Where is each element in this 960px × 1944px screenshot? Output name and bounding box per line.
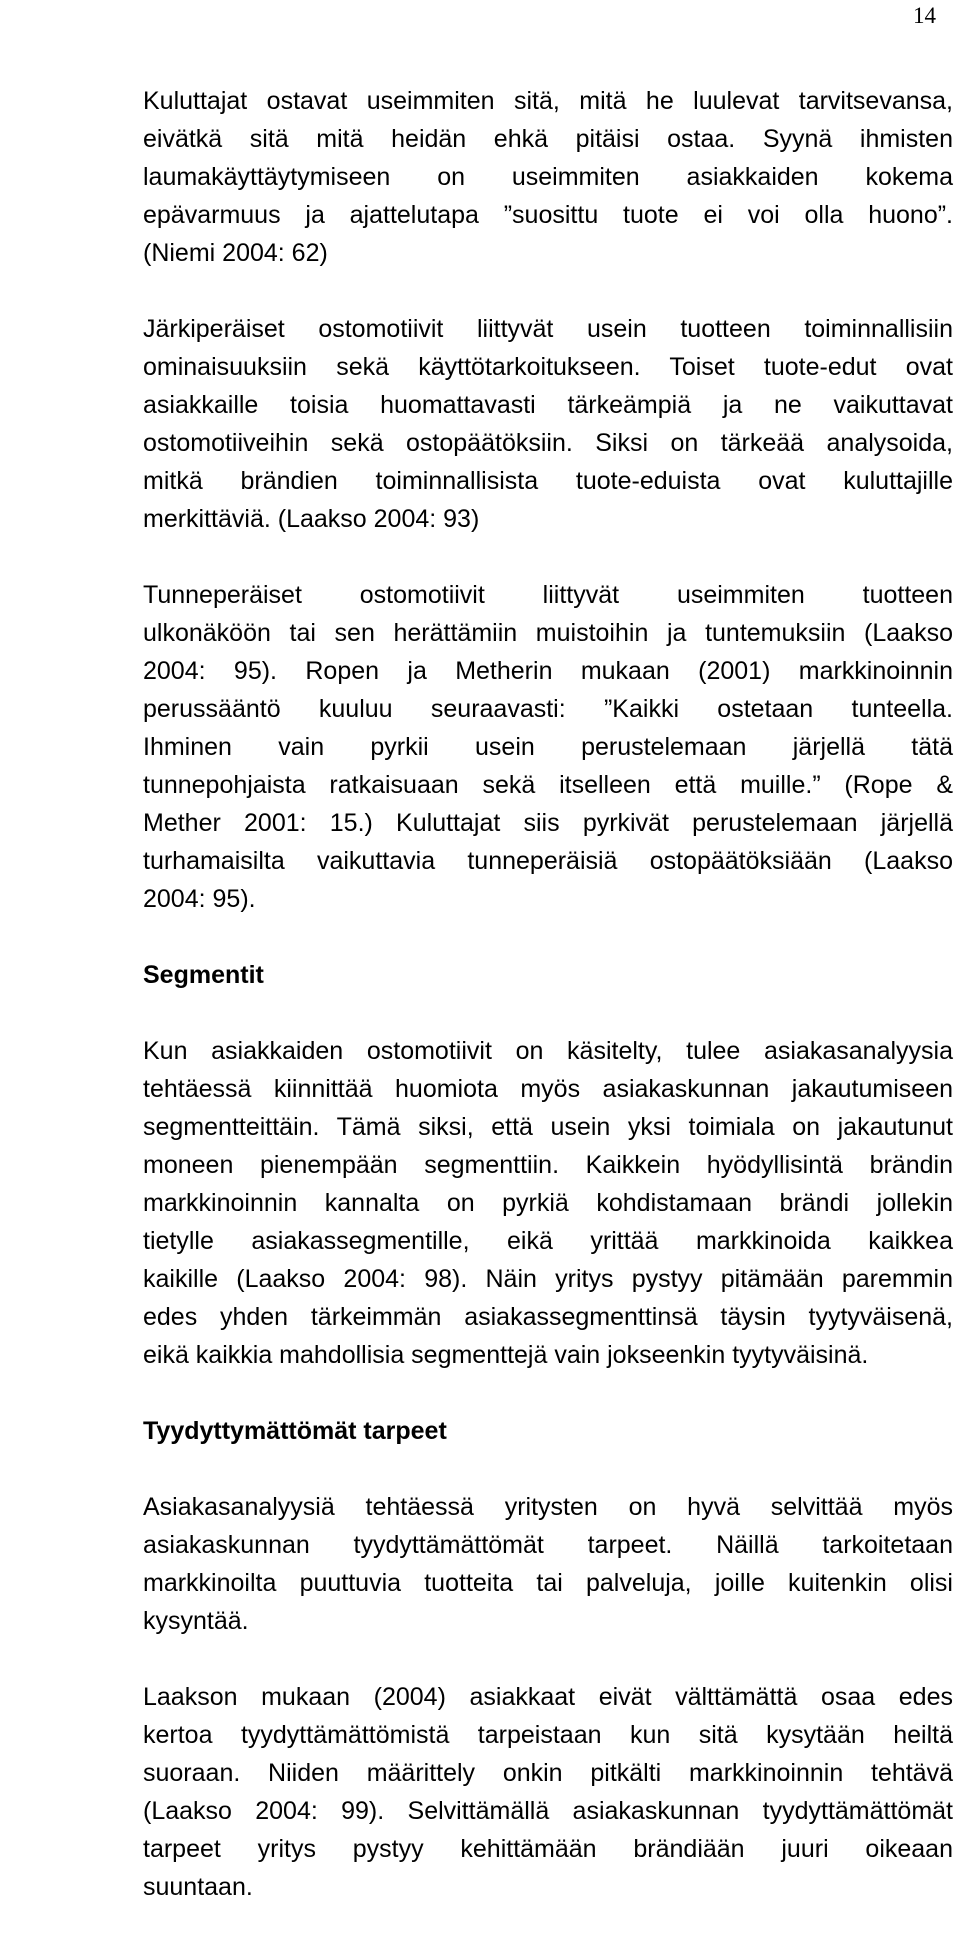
text-line: laumakäyttäytymiseen on useimmiten asiakkaiden kokema: [143, 163, 953, 191]
text-line: suuntaan.: [143, 1873, 253, 1901]
text-line: tehtäessä kiinnittää huomiota myös asiakaskunnan jakautumiseen: [143, 1075, 953, 1103]
document-body: [143, 82, 953, 1944]
text-line: edes yhden tärkeimmän asiakassegmenttinsä täysin tyytyväisenä,: [143, 1303, 953, 1331]
text-line: tietylle asiakassegmentille, eikä yrittää markkinoida kaikkea: [143, 1227, 953, 1255]
text-line: (Laakso 2004: 99). Selvittämällä asiakaskunnan tyydyttämättömät: [143, 1797, 953, 1825]
text-line: ulkonäköön tai sen herättämiin muistoihin ja tuntemuksiin (Laakso: [143, 619, 953, 647]
text-line: epävarmuus ja ajattelutapa ”suosittu tuote ei voi olla huono”.: [143, 201, 953, 229]
text-line: segmentteittäin. Tämä siksi, että usein yksi toimiala on jakautunut: [143, 1113, 953, 1141]
text-line: tarpeet yritys pystyy kehittämään brändiään juuri oikeaan: [143, 1835, 953, 1863]
text-line: perussääntö kuuluu seuraavasti: ”Kaikki ostetaan tunteella.: [143, 695, 953, 723]
text-line: 2004: 95).: [143, 885, 256, 913]
text-line: Kuluttajat ostavat useimmiten sitä, mitä he luulevat tarvitsevansa,: [143, 87, 953, 115]
paragraph: [143, 576, 953, 918]
section-heading: Tyydyttymättömät tarpeet: [143, 1417, 447, 1445]
text-line: Kun asiakkaiden ostomotiivit on käsitelty, tulee asiakasanalyysia: [143, 1037, 953, 1065]
text-line: Laakson mukaan (2004) asiakkaat eivät välttämättä osaa edes: [143, 1683, 953, 1711]
text-line: ostomotiiveihin sekä ostopäätöksiin. Siksi on tärkeää analysoida,: [143, 429, 953, 457]
text-line: eikä kaikkia mahdollisia segmenttejä vain jokseenkin tyytyväisinä.: [143, 1341, 869, 1369]
paragraph: [143, 310, 953, 538]
text-line: markkinoinnin kannalta on pyrkiä kohdistamaan brändi jollekin: [143, 1189, 953, 1217]
text-line: asiakkaille toisia huomattavasti tärkeämpiä ja ne vaikuttavat: [143, 391, 953, 419]
section-heading: Segmentit: [143, 961, 264, 989]
paragraph: [143, 1032, 953, 1374]
text-line: kertoa tyydyttämättömistä tarpeistaan kun sitä kysytään heiltä: [143, 1721, 953, 1749]
paragraph: [143, 1488, 953, 1640]
text-line: ominaisuuksiin sekä käyttötarkoitukseen. Toiset tuote-edut ovat: [143, 353, 953, 381]
text-line: moneen pienempään segmenttiin. Kaikkein hyödyllisintä brändin: [143, 1151, 953, 1179]
text-line: markkinoilta puuttuvia tuotteita tai palveluja, joille kuitenkin olisi: [143, 1569, 953, 1597]
text-line: turhamaisilta vaikuttavia tunneperäisiä ostopäätöksiään (Laakso: [143, 847, 953, 875]
page-number: 14: [913, 3, 936, 28]
text-line: tunnepohjaista ratkaisuaan sekä itselleen että muille.” (Rope &: [143, 771, 953, 799]
text-line: (Niemi 2004: 62): [143, 239, 328, 267]
text-line: asiakaskunnan tyydyttämättömät tarpeet. Näillä tarkoitetaan: [143, 1531, 953, 1559]
text-line: 2004: 95). Ropen ja Metherin mukaan (2001) markkinoinnin: [143, 657, 953, 685]
text-line: suoraan. Niiden määrittely onkin pitkälti markkinoinnin tehtävä: [143, 1759, 953, 1787]
paragraph: [143, 1678, 953, 1906]
text-line: Ihminen vain pyrkii usein perustelemaan järjellä tätä: [143, 733, 953, 761]
paragraph: [143, 82, 953, 272]
text-line: Mether 2001: 15.) Kuluttajat siis pyrkivät perustelemaan järjellä: [143, 809, 953, 837]
text-line: Järkiperäiset ostomotiivit liittyvät usein tuotteen toiminnallisiin: [143, 315, 953, 343]
text-line: Asiakasanalyysiä tehtäessä yritysten on hyvä selvittää myös: [143, 1493, 953, 1521]
text-line: Tunneperäiset ostomotiivit liittyvät useimmiten tuotteen: [143, 581, 953, 609]
text-line: kysyntää.: [143, 1607, 249, 1635]
text-line: eivätkä sitä mitä heidän ehkä pitäisi ostaa. Syynä ihmisten: [143, 125, 953, 153]
text-line: merkittäviä. (Laakso 2004: 93): [143, 505, 480, 533]
text-line: mitkä brändien toiminnallisista tuote-eduista ovat kuluttajille: [143, 467, 953, 495]
text-line: kaikille (Laakso 2004: 98). Näin yritys pystyy pitämään paremmin: [143, 1265, 953, 1293]
